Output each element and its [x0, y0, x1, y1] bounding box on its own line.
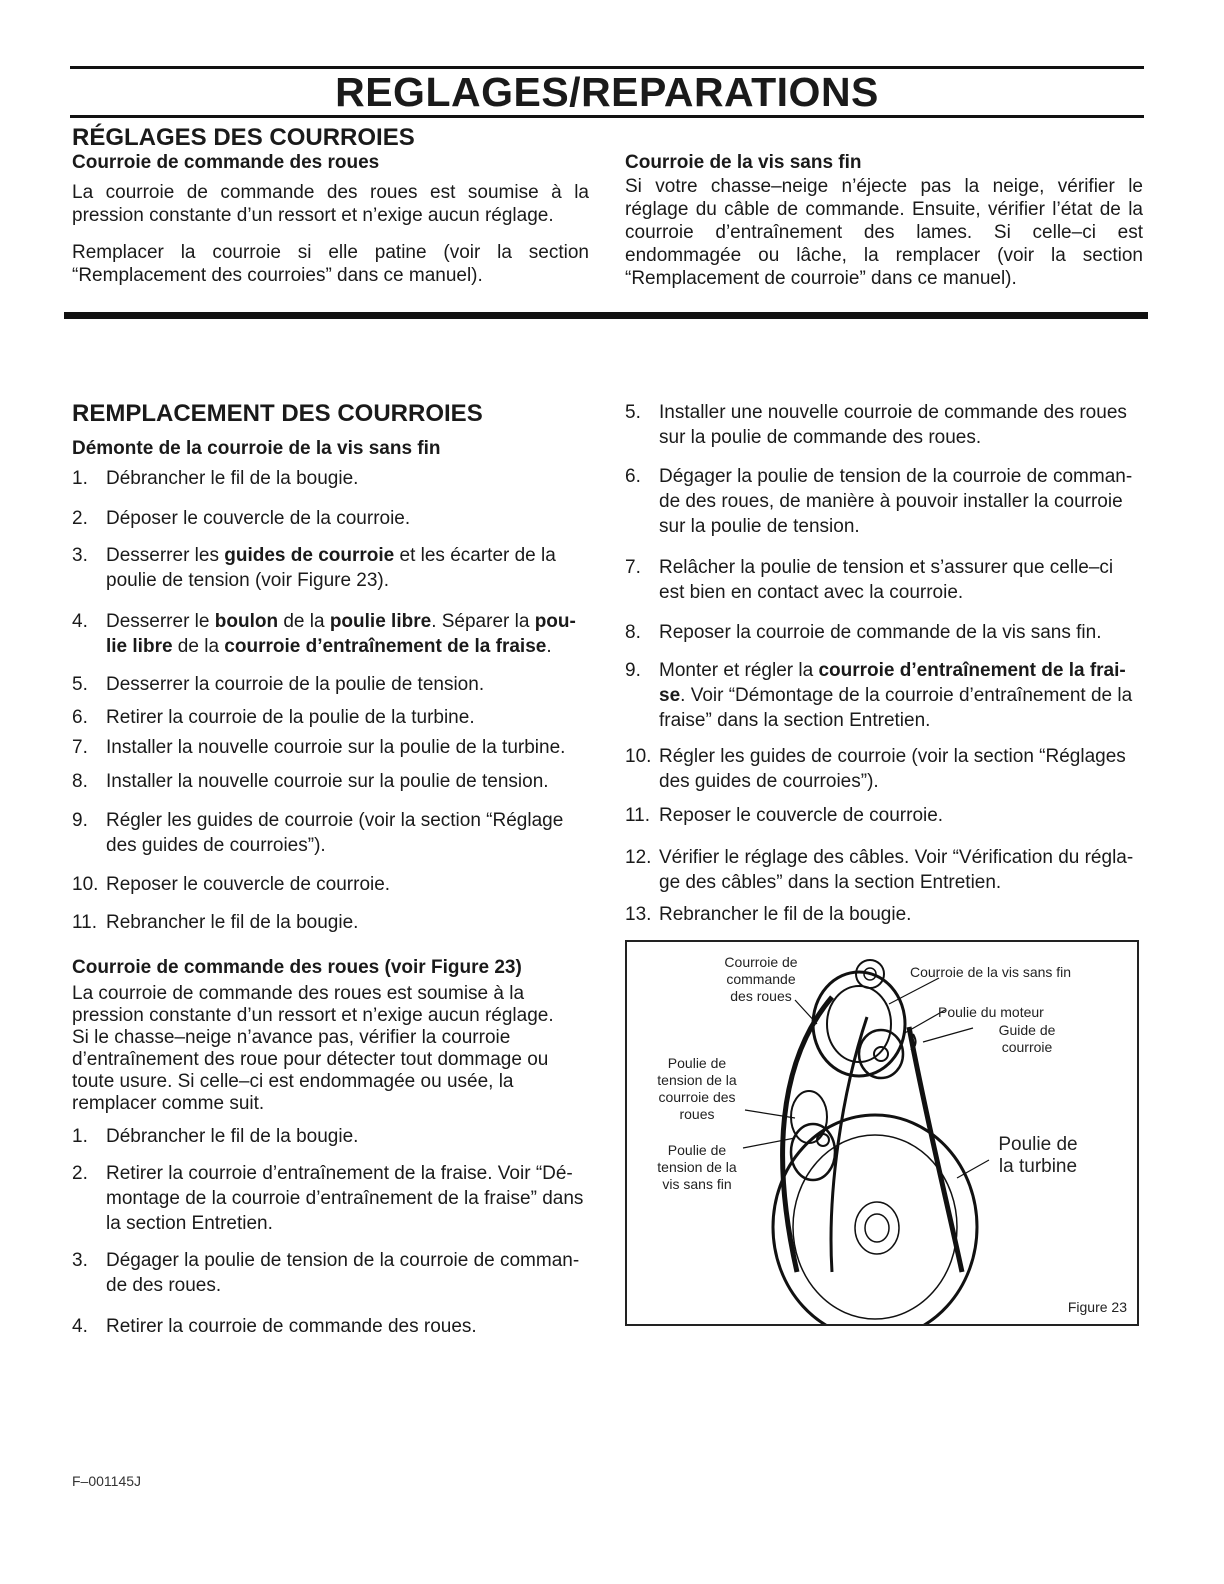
list-item: 5. Installer une nouvelle courroie de commande des roues sur la poulie de commande des roues.: [625, 402, 1127, 448]
label-belt-guide: Guide de courroie: [998, 1022, 1056, 1055]
label-engine-pulley: Poulie du moteur: [938, 1004, 1044, 1020]
auger-belt-heading: Courroie de la vis sans fin: [625, 152, 862, 173]
footer-code: F–001145J: [72, 1473, 142, 1489]
list-item: 6. Dégager la poulie de tension de la courroie de comman- de des roues, de manière à pouvoir installer la courroie sur la poulie de tension.: [625, 466, 1133, 537]
list-item: 7. Relâcher la poulie de tension et s’assurer que celle–ci est bien en contact avec la courroie.: [625, 557, 1114, 603]
list-item: 3. Desserrer les guides de courroie et les écarter de la poulie de tension (voir Figure 23).: [72, 545, 556, 591]
figure-23: [625, 940, 1139, 1326]
list-item: 10. Régler les guides de courroie (voir la section “Réglages des guides de courroies”).: [625, 746, 1126, 792]
drive-section-line: toute usure. Si celle–ci est endommagée ou usée, la: [72, 1071, 514, 1092]
list-item: 3. Dégager la poulie de tension de la courroie de comman- de des roues.: [72, 1250, 580, 1296]
label-auger-belt: Courroie de la vis sans fin: [910, 964, 1072, 980]
drive-belt-heading: Courroie de commande des roues: [72, 152, 380, 173]
label-drive-idler: Poulie de tension de la courroie des roues: [657, 1055, 737, 1122]
auger-belt-p1: Si votre chasse–neige n’éjecte pas la neige, vérifier le réglage du câble de commande. Ensuite, vérifier l’état de la courroie d’entraînement des lames. Si celle–ci est endommagée ou lâche, la remplacer (voir la section “Remplacement de courroie” dans ce manuel).: [625, 176, 1143, 289]
drive-section-heading: Courroie de commande des roues (voir Figure 23): [72, 957, 522, 978]
title-underline: [70, 115, 1144, 118]
list-item: 9. Monter et régler la courroie d’entraînement de la frai- se. Voir “Démontage de la courroie d’entraînement de la fraise” dans la section Entretien.: [625, 660, 1133, 731]
drive-section-line: La courroie de commande des roues est soumise à la: [72, 983, 525, 1004]
label-impeller-pulley: Poulie de la turbine: [998, 1134, 1078, 1177]
drive-belt-p1: La courroie de commande des roues est soumise à la pression constante d’un ressort et n’exige aucun réglage.: [72, 182, 589, 226]
figure-caption: Figure 23: [1067, 1299, 1127, 1315]
list-item: 4. Desserrer le boulon de la poulie libre. Séparer la pou- lie libre de la courroie d’entraînement de la fraise.: [72, 611, 576, 657]
label-auger-idler: Poulie de tension de la vis sans fin: [657, 1142, 737, 1192]
drive-section-line: remplacer comme suit.: [72, 1093, 265, 1114]
drive-section-line: pression constante d’un ressort et n’exige aucun réglage.: [72, 1005, 554, 1026]
section-divider: [64, 312, 1148, 319]
auger-removal-heading: Démonte de la courroie de la vis sans fin: [72, 438, 441, 459]
replacement-heading: REMPLACEMENT DES COURROIES: [72, 400, 483, 427]
drive-belt-p2: Remplacer la courroie si elle patine (voir la section “Remplacement des courroies” dans ce manuel).: [72, 242, 589, 286]
list-item: 12. Vérifier le réglage des câbles. Voir “Vérification du régla- ge des câbles” dans la section Entretien.: [625, 847, 1134, 893]
list-item: 2. Retirer la courroie d’entraînement de la fraise. Voir “Dé- montage de la courroie d’entraînement de la fraise” dans la section Entretien.: [72, 1163, 584, 1234]
drive-section-line: Si le chasse–neige n’avance pas, vérifier la courroie: [72, 1027, 511, 1048]
impeller-pulley: [773, 1115, 977, 1324]
adjustments-heading: RÉGLAGES DES COURROIES: [72, 124, 415, 151]
list-item: 9. Régler les guides de courroie (voir la section “Réglage des guides de courroies”).: [72, 810, 564, 856]
drive-section-line: d’entraînement des roue pour détecter tout dommage ou: [72, 1049, 549, 1070]
label-drive-belt: Courroie de commande des roues: [724, 954, 798, 1004]
page-title: REGLAGES/REPARATIONS: [335, 69, 879, 115]
